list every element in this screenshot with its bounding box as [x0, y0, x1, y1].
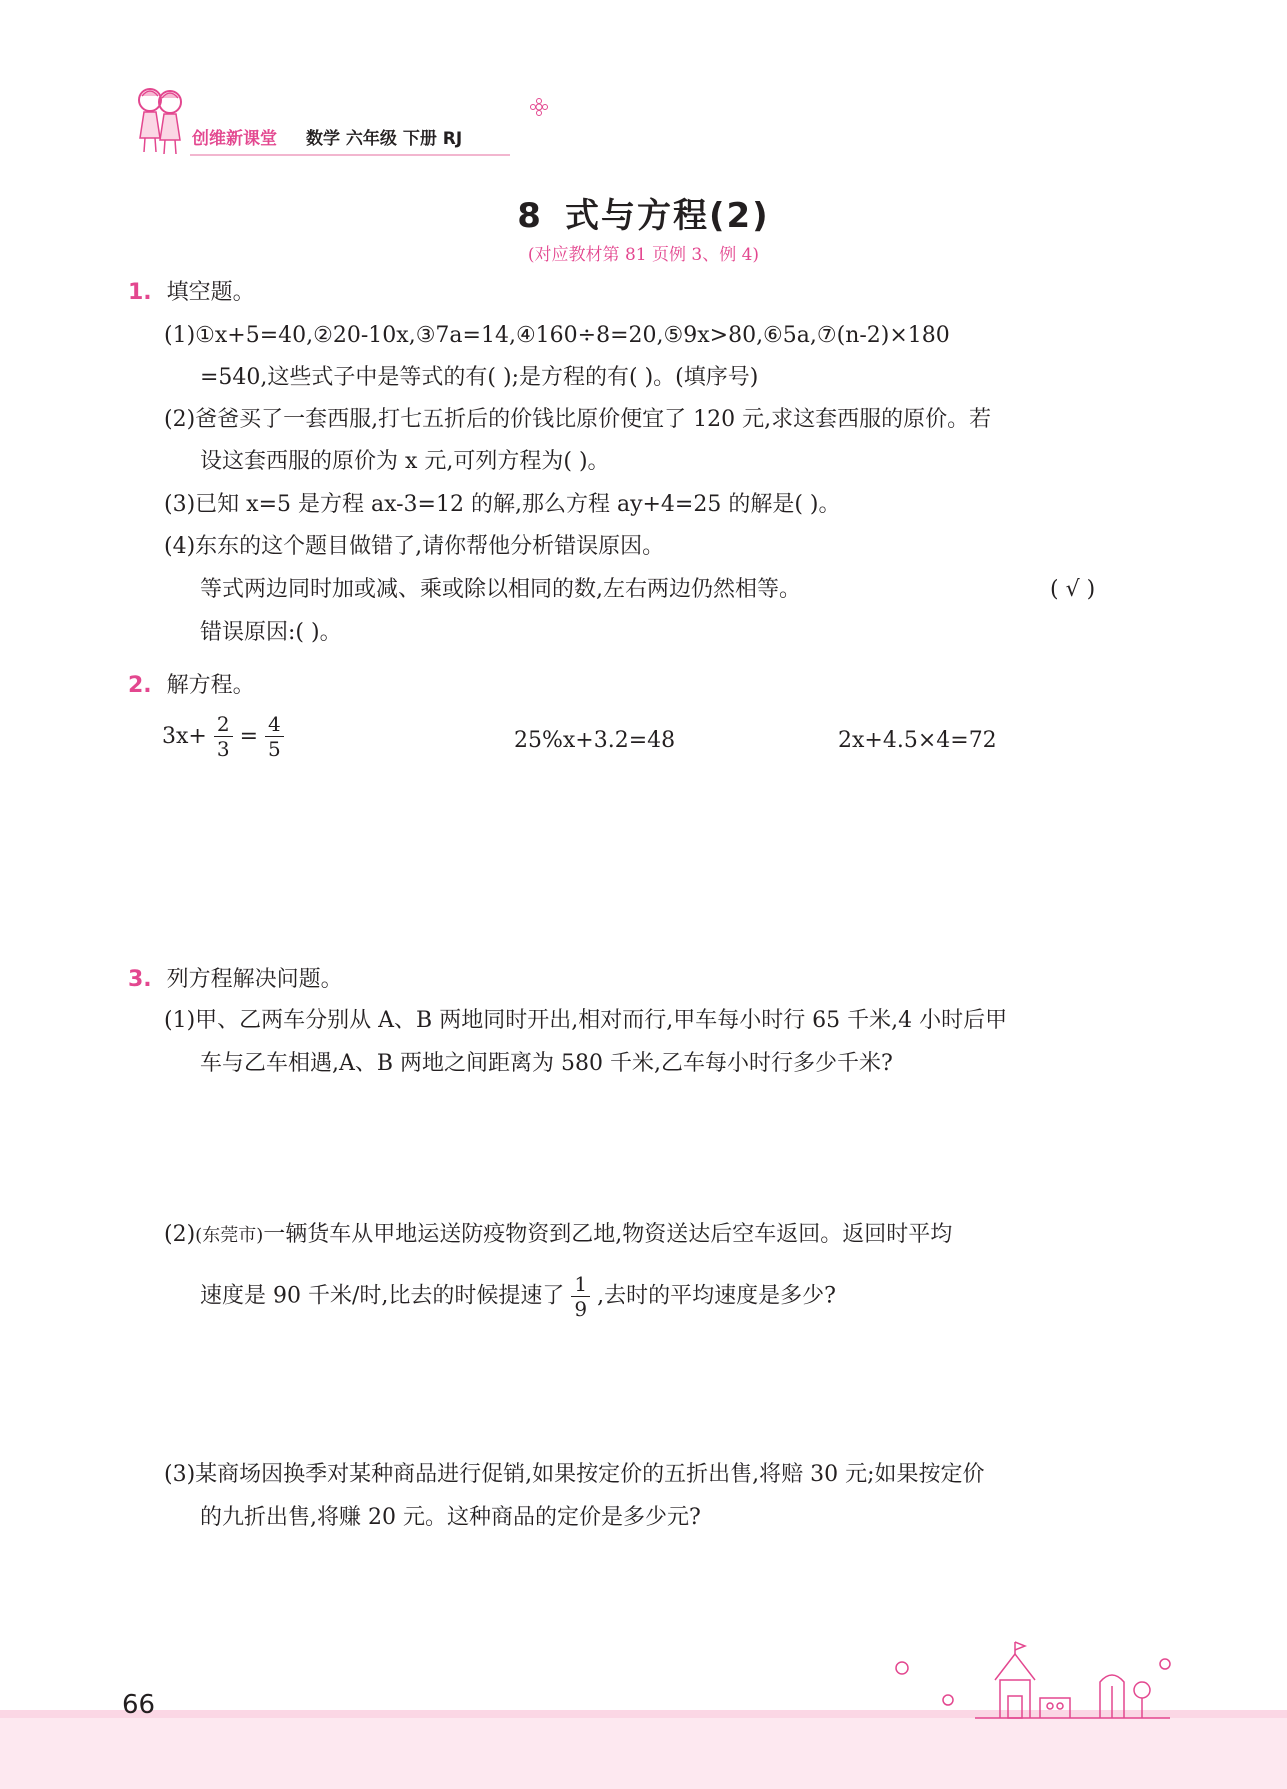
q2-heading-row: [128, 671, 255, 701]
equation-3: 2x+4.5×4=72: [838, 728, 997, 753]
footer-band: [0, 1710, 1287, 1789]
eq1-frac1-denominator: 3: [216, 737, 230, 761]
q3-p3-line2: 的九折出售,将赚 20 元。这种商品的定价是多少元?: [200, 1505, 701, 1530]
brand-label: 创维新课堂: [192, 129, 277, 149]
q3-p2-prefix: (2): [164, 1222, 196, 1247]
eq1-fraction-1: [214, 712, 233, 761]
flower-icon: [530, 98, 548, 116]
q1-p4-line1: (4)东东的这个题目做错了,请你帮他分析错误原因。: [164, 534, 665, 559]
lesson-title: 式与方程(2): [564, 196, 770, 236]
q3-p2-source: (东莞市): [195, 1225, 264, 1246]
equation-2: 25%x+3.2=48: [514, 728, 676, 753]
q3-p2-line1: 一辆货车从甲地运送防疫物资到乙地,物资送达后空车返回。返回时平均: [263, 1222, 953, 1247]
q3-p1-line1: (1)甲、乙两车分别从 A、B 两地同时开出,相对而行,甲车每小时行 65 千米,4 小时后甲: [164, 1008, 1008, 1033]
q3-heading-row: [128, 965, 343, 995]
page-header: [130, 82, 530, 162]
q3-p2-frac-numerator: 1: [571, 1272, 590, 1297]
equation-1: [162, 712, 284, 761]
eq1-equals: =: [239, 724, 259, 749]
q3-p2-line1-row: [164, 1220, 952, 1251]
q3-heading: 列方程解决问题。: [166, 967, 343, 992]
q1-p4-line3: 错误原因:( )。: [200, 620, 342, 645]
page-subtitle: (对应教材第 81 页例 3、例 4): [527, 245, 760, 265]
page-number: 66: [122, 1690, 156, 1720]
header-divider: [190, 154, 510, 156]
q1-p4-judgement-mark: ( √ ): [1050, 577, 1096, 602]
q3-number: 3.: [128, 967, 152, 992]
q3-p2-line2-row: [200, 1272, 836, 1321]
eq1-frac2-denominator: 5: [268, 737, 281, 761]
q1-p2-line1: (2)爸爸买了一套西服,打七五折后的价钱比原价便宜了 120 元,求这套西服的原价。若: [164, 407, 992, 432]
q3-p2-fraction: [571, 1272, 590, 1321]
q1-p1-line2: =540,这些式子中是等式的有( );是方程的有( )。(填序号): [200, 365, 759, 390]
q3-p2-line2-b: ,去时的平均速度是多少?: [597, 1283, 836, 1309]
eq1-left: 3x+: [162, 724, 207, 749]
q2-heading: 解方程。: [166, 673, 255, 698]
castle-doodle-icon: [880, 1640, 1180, 1720]
q1-p2-line2: 设这套西服的原价为 x 元,可列方程为( )。: [200, 449, 610, 474]
q3-p1-line2: 车与乙车相遇,A、B 两地之间距离为 580 千米,乙车每小时行多少千米?: [200, 1051, 893, 1076]
q2-number: 2.: [128, 673, 152, 698]
q1-p4-line2: 等式两边同时加或减、乘或除以相同的数,左右两边仍然相等。: [200, 577, 801, 602]
page-title: [0, 188, 1287, 237]
q3-p2-frac-denominator: 9: [574, 1297, 588, 1321]
eq1-frac1-numerator: 2: [214, 712, 233, 737]
q1-heading-row: [128, 278, 255, 308]
q1-p3-line1: (3)已知 x=5 是方程 ax-3=12 的解,那么方程 ay+4=25 的解是( )。: [164, 492, 841, 517]
subject-label: 数学 六年级 下册 RJ: [306, 129, 463, 149]
eq1-frac2-numerator: 4: [265, 712, 284, 737]
q1-number: 1.: [128, 280, 152, 305]
lesson-number: 8: [517, 196, 543, 236]
cartoon-girls-icon: [130, 82, 190, 156]
q3-p2-line2-a: 速度是 90 千米/时,比去的时候提速了: [200, 1283, 565, 1309]
eq1-fraction-2: [265, 712, 284, 761]
q1-p1-line1: (1)①x+5=40,②20-10x,③7a=14,④160÷8=20,⑤9x>80,⑥5a,⑦(n-2)×180: [164, 323, 950, 348]
q3-p3-line1: (3)某商场因换季对某种商品进行促销,如果按定价的五折出售,将赔 30 元;如果按定价: [164, 1462, 985, 1487]
q1-heading: 填空题。: [166, 280, 255, 305]
